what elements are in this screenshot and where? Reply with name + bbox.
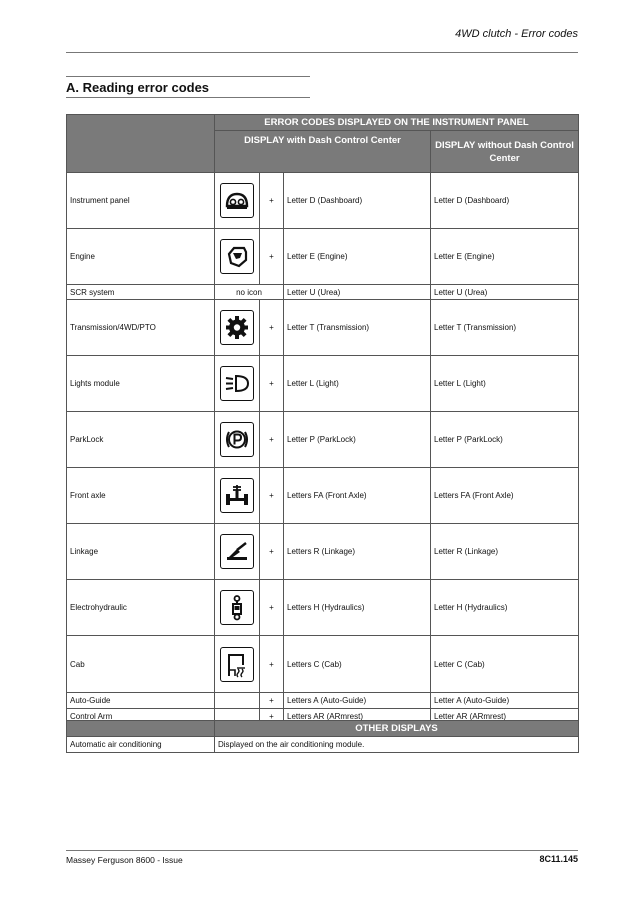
- table-row: [67, 356, 579, 412]
- row-label: Front axle: [67, 468, 215, 524]
- plus-sign: +: [260, 636, 284, 693]
- row-label: Lights module: [67, 356, 215, 412]
- table-row: [67, 468, 579, 524]
- code-without-dcc: Letter H (Hydraulics): [431, 580, 579, 636]
- table-row: [67, 693, 579, 709]
- code-with-dcc: Letter D (Dashboard): [284, 173, 431, 229]
- linkage-icon: [220, 534, 254, 569]
- footer-manual-title: Massey Ferguson 8600 - Issue: [66, 855, 183, 865]
- gear-icon: [220, 310, 254, 345]
- footer-divider: [66, 850, 578, 851]
- column-header-without-dcc: DISPLAY without Dash Control Center: [431, 131, 579, 173]
- engine-icon: [220, 239, 254, 274]
- running-header: 4WD clutch - Error codes: [455, 28, 578, 40]
- table-row: [67, 300, 579, 356]
- table-row: [67, 737, 579, 753]
- table-row: [67, 524, 579, 580]
- row-label: ParkLock: [67, 412, 215, 468]
- plus-sign: +: [260, 524, 284, 580]
- code-without-dcc: Letter P (ParkLock): [431, 412, 579, 468]
- error-codes-table: [66, 114, 579, 725]
- table-row: [67, 285, 579, 300]
- row-value: Displayed on the air conditioning module.: [215, 737, 579, 753]
- code-without-dcc: Letter L (Light): [431, 356, 579, 412]
- code-with-dcc: Letters A (Auto-Guide): [284, 693, 431, 709]
- dashboard-icon: [220, 183, 254, 218]
- plus-sign: +: [260, 693, 284, 709]
- other-displays-title: OTHER DISPLAYS: [215, 721, 579, 737]
- cab-icon: [220, 647, 254, 682]
- table-row: [67, 636, 579, 693]
- code-with-dcc: Letters C (Cab): [284, 636, 431, 693]
- front-axle-icon: [220, 478, 254, 513]
- headlight-icon: [220, 366, 254, 401]
- empty-icon-cell: [215, 693, 260, 709]
- row-label: Transmission/4WD/PTO: [67, 300, 215, 356]
- row-label: Instrument panel: [67, 173, 215, 229]
- code-without-dcc: Letter T (Transmission): [431, 300, 579, 356]
- code-with-dcc: Letters R (Linkage): [284, 524, 431, 580]
- code-without-dcc: Letter D (Dashboard): [431, 173, 579, 229]
- table-title: ERROR CODES DISPLAYED ON THE INSTRUMENT PANEL: [215, 115, 579, 131]
- row-label: Automatic air conditioning: [67, 737, 215, 753]
- table-row: [67, 173, 579, 229]
- plus-sign: +: [260, 709, 284, 725]
- plus-sign: +: [260, 229, 284, 285]
- row-label: Auto-Guide: [67, 693, 215, 709]
- section-rule-bottom: [66, 97, 310, 98]
- row-label: Engine: [67, 229, 215, 285]
- header-divider: [66, 52, 578, 53]
- code-with-dcc: Letters H (Hydraulics): [284, 580, 431, 636]
- footer-page-number: 8C11.145: [539, 854, 578, 864]
- section-rule-top: [66, 76, 310, 77]
- row-label: Electrohydraulic: [67, 580, 215, 636]
- code-without-dcc: Letter R (Linkage): [431, 524, 579, 580]
- plus-sign: +: [260, 356, 284, 412]
- row-label: Cab: [67, 636, 215, 693]
- code-without-dcc: Letter U (Urea): [431, 285, 579, 300]
- hydraulic-cylinder-icon: [220, 590, 254, 625]
- code-with-dcc: Letter P (ParkLock): [284, 412, 431, 468]
- code-without-dcc: Letter A (Auto-Guide): [431, 693, 579, 709]
- no-icon-text: no icon: [215, 285, 284, 300]
- table-row: [67, 580, 579, 636]
- plus-sign: +: [260, 173, 284, 229]
- section-title: A. Reading error codes: [66, 80, 210, 95]
- table-header-blank: [67, 115, 215, 173]
- table-row: [67, 229, 579, 285]
- table-header-blank: [67, 721, 215, 737]
- column-header-with-dcc: DISPLAY with Dash Control Center: [215, 131, 431, 173]
- plus-sign: +: [260, 412, 284, 468]
- code-with-dcc: Letter T (Transmission): [284, 300, 431, 356]
- row-label: SCR system: [67, 285, 215, 300]
- row-label: Control Arm: [67, 709, 215, 725]
- plus-sign: +: [260, 300, 284, 356]
- row-label: Linkage: [67, 524, 215, 580]
- code-without-dcc: Letter E (Engine): [431, 229, 579, 285]
- plus-sign: +: [260, 580, 284, 636]
- code-with-dcc: Letter U (Urea): [284, 285, 431, 300]
- other-displays-table: [66, 720, 579, 753]
- code-without-dcc: Letter AR (ARmrest): [431, 709, 579, 725]
- code-without-dcc: Letter C (Cab): [431, 636, 579, 693]
- code-with-dcc: Letter L (Light): [284, 356, 431, 412]
- code-with-dcc: Letters FA (Front Axle): [284, 468, 431, 524]
- code-with-dcc: Letter E (Engine): [284, 229, 431, 285]
- code-without-dcc: Letters FA (Front Axle): [431, 468, 579, 524]
- table-row: [67, 412, 579, 468]
- parking-brake-icon: [220, 422, 254, 457]
- plus-sign: +: [260, 468, 284, 524]
- code-with-dcc: Letters AR (ARmrest): [284, 709, 431, 725]
